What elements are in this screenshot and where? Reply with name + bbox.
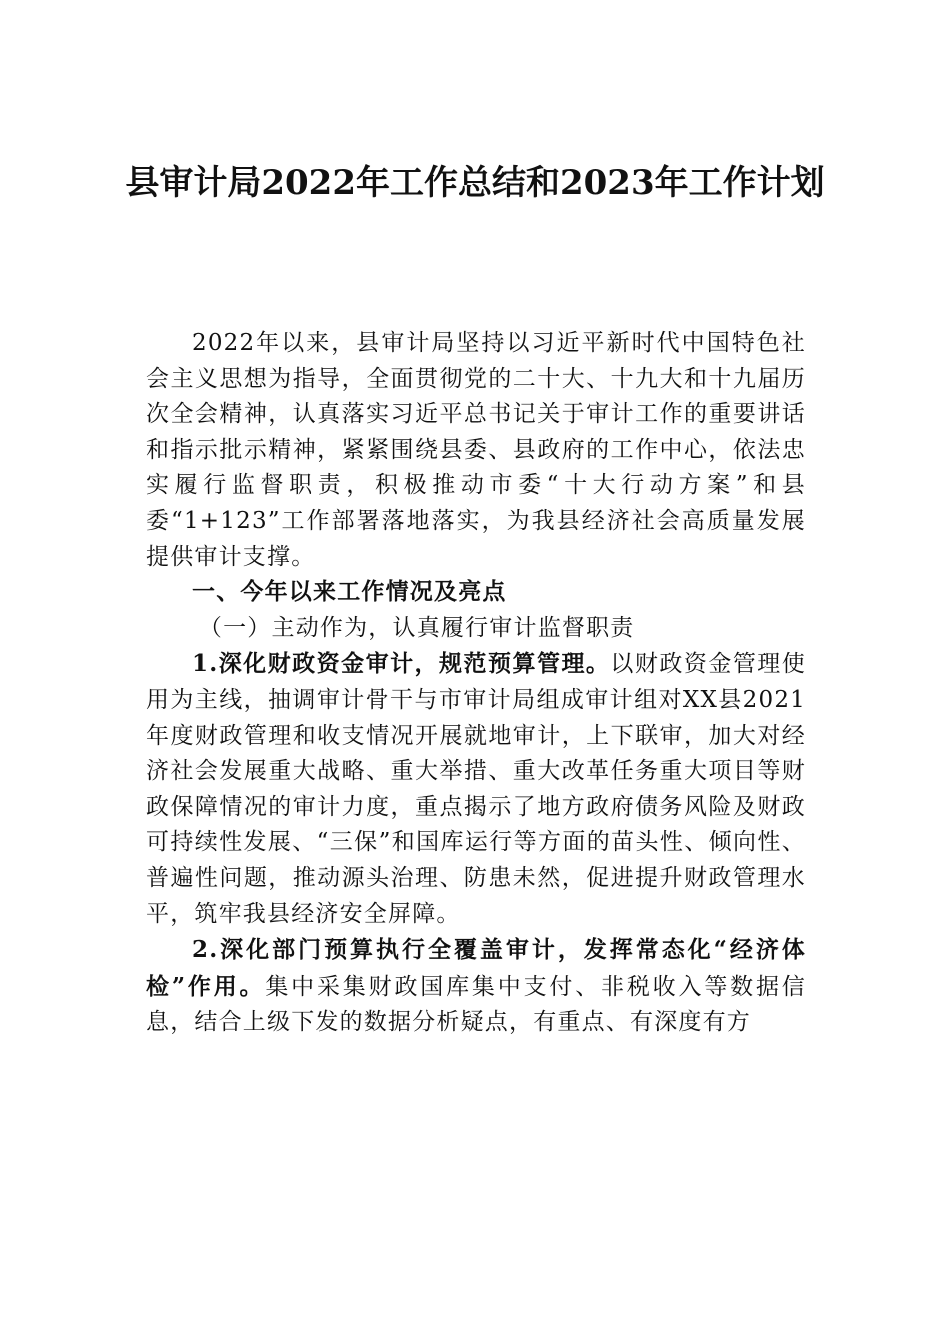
item-2-lead: 2.深化部门预算执行全覆盖审计，发挥常态化“经济体检”作用。	[146, 936, 806, 1000]
document-body	[146, 326, 806, 1041]
item-1-text: 以财政资金管理使用为主线，抽调审计骨干与市审计局组成审计组对XX县2021年度财政管理和收支情况开展就地审计，上下联审，加大对经济社会发展重大战略、重大举措、重大改革任务重大项目等财政保障情况的审计力度，重点揭示了地方政府债务风险及财政可持续性发展、“三保”和国库运行等方面的苗头性、倾向性、普遍性问题，推动源头治理、防患未然，促进提升财政管理水平，筑牢我县经济安全屏障。	[146, 651, 806, 927]
subsection-heading-1: （一）主动作为，认真履行审计监督职责	[198, 614, 635, 641]
item-2-paragraph	[146, 932, 806, 1041]
section-heading-1: 一、今年以来工作情况及亮点	[192, 579, 507, 606]
item-1-paragraph	[146, 646, 806, 932]
item-1-lead: 1.深化财政资金审计，规范预算管理。	[192, 650, 611, 678]
intro-paragraph: 2022年以来，县审计局坚持以习近平新时代中国特色社会主义思想为指导，全面贯彻党的二十大、十九大和十九届历次全会精神，认真落实习近平总书记关于审计工作的重要讲话和指示批示精神，紧紧围绕县委、县政府的工作中心，依法忠实履行监督职责，积极推动市委“十大行动方案”和县委“1+123”工作部署落地落实，为我县经济社会高质量发展提供审计支撑。	[146, 330, 806, 570]
item-2-text: 集中采集财政国库集中支付、非税收入等数据信息，结合上级下发的数据分析疑点，有重点、有深度有方	[146, 973, 806, 1036]
document-title: 县审计局2022年工作总结和2023年工作计划	[125, 163, 825, 203]
